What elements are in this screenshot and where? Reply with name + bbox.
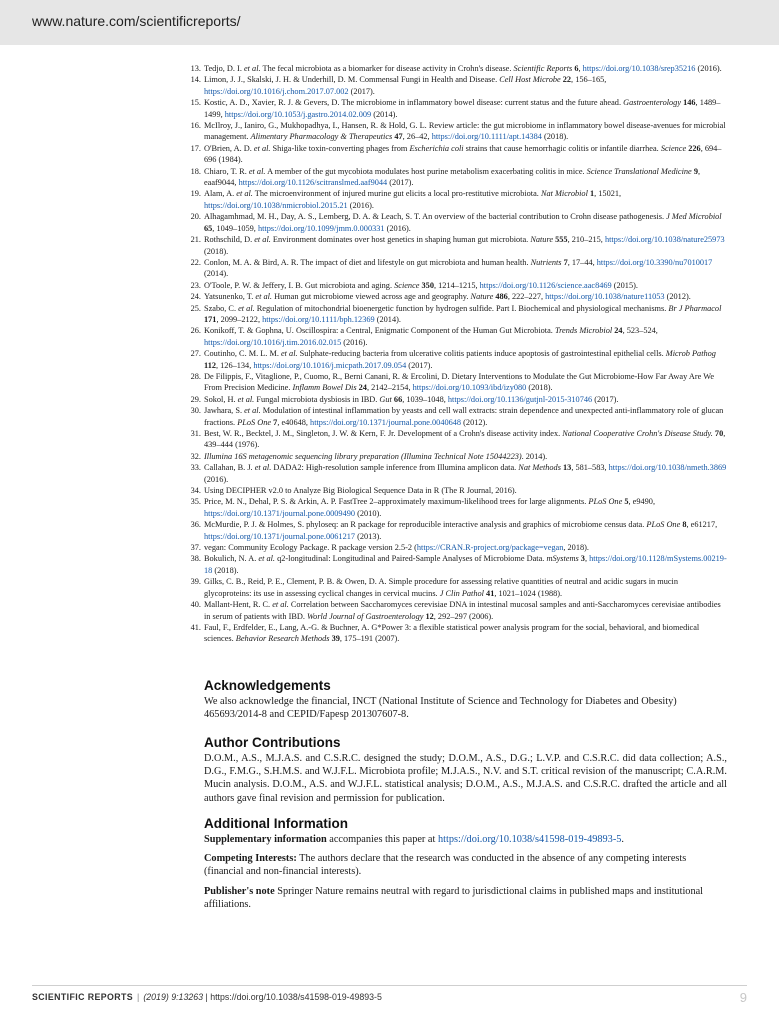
reference-text: Limon, J. J., Skalski, J. H. & Underhill, D. M. Commensal Fungi in Health and Disease. — [204, 75, 500, 85]
reference-text: (2014). — [374, 314, 401, 324]
reference-text: , 175–191 (2007). — [339, 634, 400, 644]
reference-text: Environment dominates over host genetics in shaping human gut microbiota. — [270, 235, 531, 245]
reference-italic-text: Nat Methods — [518, 463, 561, 473]
reference-number: 18. — [190, 166, 201, 176]
reference-text: (2015). — [611, 280, 638, 290]
reference-doi-link[interactable]: https://doi.org/10.1371/journal.pone.0061217 — [204, 531, 356, 541]
reference-doi-link[interactable]: https://doi.org/10.1126/scitranslmed.aaf9044 — [238, 178, 388, 188]
reference-text: A member of the gut mycobiota modulates host purine metabolism exacerbating colitis in mice. — [265, 166, 587, 176]
reference-text: , 2099–2122, — [216, 314, 263, 324]
reference-doi-link[interactable]: https://doi.org/10.1016/j.tim.2016.02.015 — [204, 337, 342, 347]
reference-text: Coutinho, C. M. L. M. — [204, 349, 281, 359]
reference-italic-text: et al. — [281, 349, 298, 359]
reference-text: , 523–524, — [622, 326, 658, 336]
reference-item — [190, 234, 727, 257]
reference-item — [190, 211, 727, 234]
reference-item — [190, 257, 727, 280]
supplementary-information-note — [204, 833, 727, 846]
site-header-bar — [0, 0, 779, 45]
reference-text: (2014). — [371, 109, 398, 119]
reference-text: Chiaro, T. R. — [204, 166, 249, 176]
reference-item — [190, 280, 727, 291]
supplementary-text: accompanies this paper at — [326, 834, 438, 845]
reference-volume: 22 — [560, 75, 572, 85]
reference-volume: 171 — [204, 314, 217, 324]
reference-text: , — [578, 64, 583, 73]
reference-italic-text: et al. — [253, 143, 271, 153]
reference-text: , e61217, — [686, 520, 718, 530]
reference-doi-link[interactable]: https://doi.org/10.1053/j.gastro.2014.02.009 — [224, 109, 372, 119]
supplementary-link[interactable]: https://doi.org/10.1038/s41598-019-49893-5 — [437, 834, 622, 845]
reference-number: 24. — [190, 292, 201, 302]
reference-text: (2018). — [541, 132, 569, 142]
reference-text: , 210–215, — [567, 235, 605, 245]
reference-doi-link[interactable]: https://doi.org/10.1038/nmicrobiol.2015.21 — [204, 200, 348, 210]
author-contributions-heading: Author Contributions — [204, 735, 341, 750]
reference-text: The microenvironment of injured murine gut elicits a local pro-restitutive microbiota. — [252, 189, 541, 199]
reference-text: (2010). — [355, 508, 382, 518]
reference-italic-text: Microb Pathog — [665, 349, 716, 359]
reference-number: 32. — [190, 451, 201, 461]
reference-item — [190, 97, 727, 120]
reference-text: , 292–297 (2006). — [433, 611, 494, 621]
reference-text: Sokol, H. — [204, 394, 238, 404]
reference-italic-text: Gut — [379, 394, 392, 404]
reference-doi-link[interactable]: https://doi.org/10.1111/bph.12369 — [262, 314, 375, 324]
reference-doi-link[interactable]: https://doi.org/10.1371/journal.pone.0009490 — [204, 508, 356, 518]
reference-text: (2016). — [341, 337, 368, 347]
reference-item — [190, 120, 727, 143]
reference-number: 31. — [190, 429, 201, 438]
competing-interests-note — [204, 852, 727, 878]
reference-text: (2016). — [695, 64, 722, 73]
reference-text: Yatsunenko, T. — [204, 292, 256, 302]
reference-volume: 47 — [392, 132, 403, 142]
reference-item — [190, 553, 727, 576]
reference-text: O'Toole, P. W. & Jeffery, I. B. Gut microbiota and aging. — [204, 280, 395, 290]
reference-text: De Filippis, F., Vitaglione, P., Cuomo, R., Berni Canani, R. & Ercolini, D. Dietary Interventions to Modulate the Gut Microbiome-How Far Away Are We From Precision Medicine. — [204, 371, 715, 393]
reference-text: (2013). — [355, 531, 382, 541]
reference-doi-link[interactable]: https://doi.org/10.1038/srep35216 — [582, 64, 696, 73]
reference-number: 26. — [190, 326, 201, 336]
reference-text: . 2014). — [521, 451, 548, 461]
reference-italic-text: Science — [660, 143, 687, 153]
reference-item — [190, 405, 727, 428]
reference-text: Price, M. N., Dehal, P. S. & Arkin, A. P. FastTree 2–approximately maximum-likelihood trees for large alignments. — [204, 497, 589, 507]
reference-volume: 39 — [329, 634, 340, 644]
reference-item — [190, 542, 727, 553]
reference-text: Conlon, M. A. & Bird, A. R. The impact of diet and lifestyle on gut microbiota and human health. — [204, 257, 531, 267]
reference-italic-text: Science — [394, 280, 420, 290]
publishers-note-label: Publisher's note — [204, 885, 275, 897]
reference-number: 15. — [190, 98, 201, 108]
supplementary-label: Supplementary information — [204, 834, 327, 845]
page-footer — [32, 990, 747, 1005]
reference-text: Jawhara, S. — [204, 406, 245, 416]
reference-volume: 112 — [204, 360, 216, 370]
reference-text: Using DECIPHER v2.0 to Analyze Big Biological Sequence Data in R (The R Journal, 2016). — [204, 486, 517, 496]
reference-text: , — [584, 554, 590, 564]
reference-number: 22. — [190, 257, 201, 267]
reference-text: The fecal microbiota as a biomarker for disease activity in Crohn's disease. — [260, 64, 514, 73]
reference-italic-text: mSystems — [546, 554, 579, 564]
reference-number: 28. — [190, 371, 201, 381]
reference-item — [190, 348, 727, 371]
reference-doi-link[interactable]: https://doi.org/10.1016/j.chom.2017.07.002 — [204, 86, 349, 96]
reference-text: , 2018). — [563, 543, 589, 553]
reference-text: Fungal microbiota dysbiosis in IBD. — [254, 394, 380, 404]
reference-italic-text: National Cooperative Crohn's Disease Study. — [562, 429, 713, 438]
reference-text: (2017). — [406, 360, 433, 370]
reference-text: Kostic, A. D., Xavier, R. J. & Gevers, D. The microbiome in inflammatory bowel disease: current status and the future ahead. — [204, 98, 624, 108]
reference-italic-text: Illumina 16S metagenomic sequencing library preparation (Illumina Technical Note 15044223) — [204, 451, 522, 461]
reference-volume: 70 — [712, 429, 724, 438]
reference-number: 34. — [190, 486, 201, 496]
competing-interests-label: Competing Interests: — [204, 853, 297, 865]
reference-text: (2014). — [204, 269, 229, 279]
reference-list — [190, 63, 727, 645]
reference-volume: 226 — [686, 143, 701, 153]
reference-number: 23. — [190, 280, 201, 290]
reference-text: (2017). — [348, 86, 375, 96]
reference-text: McIlroy, J., Ianiro, G., Mukhopadhya, I., Hansen, R. & Hold, G. L. Review article: the gut microbiome in inflammatory bowel disease-avenues for microbial management. — [204, 121, 726, 142]
reference-italic-text: PLoS One — [237, 417, 272, 427]
reference-volume: 3 — [578, 554, 585, 564]
reference-text: , eaaf9044, — [204, 166, 701, 188]
reference-item — [190, 143, 727, 166]
footer-divider — [32, 985, 747, 986]
reference-number: 41. — [190, 622, 201, 632]
reference-text: , 26–42, — [402, 132, 432, 142]
reference-item — [190, 188, 727, 211]
reference-volume: 1 — [587, 189, 595, 199]
reference-text: Sulphate-reducing bacteria from ulcerative colitis patients induce apoptosis of gastrointestinal epithelial cells. — [297, 349, 666, 359]
reference-text: (2016). — [204, 474, 229, 484]
reference-text: , 126–134, — [216, 360, 254, 370]
reference-volume: 7 — [271, 417, 278, 427]
reference-text: (2017). — [592, 394, 619, 404]
reference-text: , e40648, — [277, 417, 311, 427]
reference-text: , e9490, — [628, 497, 656, 507]
reference-number: 27. — [190, 349, 201, 359]
additional-information-section — [204, 816, 727, 917]
reference-number: 30. — [190, 406, 201, 416]
journal-name: SCIENTIFIC REPORTS — [32, 992, 134, 1002]
reference-italic-text: Nat Microbiol — [540, 189, 588, 199]
reference-italic-text: Alimentary Pharmacology & Therapeutics — [250, 132, 393, 142]
author-contributions-section — [204, 735, 727, 805]
reference-item — [190, 451, 727, 462]
reference-number: 35. — [190, 497, 201, 507]
reference-italic-text: et al. — [236, 189, 253, 199]
reference-volume: 24 — [356, 383, 367, 393]
reference-doi-link[interactable]: https://doi.org/10.1136/gutjnl-2015-310746 — [447, 394, 593, 404]
reference-italic-text: Gastroenterology — [623, 98, 682, 108]
additional-information-heading: Additional Information — [204, 816, 348, 831]
reference-text: , 15021, — [594, 189, 622, 199]
reference-italic-text: et al. — [244, 406, 261, 416]
reference-text: Konikoff, T. & Gophna, U. Oscillospira: a Central, Enigmatic Component of the Human Gut Microbiota. — [204, 326, 555, 336]
reference-number: 25. — [190, 303, 201, 313]
reference-italic-text: et al. — [272, 600, 289, 610]
reference-text: O'Brien, A. D. — [204, 143, 254, 153]
reference-text: Faul, F., Erdfelder, E., Lang, A.-G. & Buchner, A. G*Power 3: a flexible statistical power analysis program for the social, behavioral, and biomedical sciences. — [204, 622, 700, 644]
reference-item — [190, 462, 727, 485]
reference-text: Rothschild, D. — [204, 235, 255, 245]
reference-number: 36. — [190, 520, 201, 530]
reference-item — [190, 291, 727, 302]
reference-item — [190, 394, 727, 405]
reference-text: Gilks, C. B., Reid, P. E., Clement, P. B. & Owen, D. A. Simple procedure for assessing relative quantities of neutral and acidic sugars in mucin glycoproteins: its use in assessing cyclical changes in cervical mucins. — [204, 577, 678, 598]
reference-italic-text: Inflamm Bowel Dis — [292, 383, 357, 393]
reference-doi-link[interactable]: https://CRAN.R-project.org/package=vegan — [416, 543, 564, 553]
reference-doi-link[interactable]: https://doi.org/10.1099/jmm.0.000331 — [257, 223, 385, 233]
reference-italic-text: Science Translational Medicine — [586, 166, 692, 176]
reference-doi-link[interactable]: https://doi.org/10.1038/nature11053 — [545, 292, 665, 302]
reference-text: strains that cause hemorrhagic colitis or infantile diarrhea. — [463, 143, 661, 153]
author-contributions-text: D.O.M., A.S., M.J.A.S. and C.S.R.C. designed the study; D.O.M., A.S., D.G.; L.V.P. and C.S.R.C. did data collection; A.S., D.G., F.M.G., S.H.M.S. and W.J.F.L. Microbiota profile; M.J.A.S., N.V. and S.T. critical revision of the manuscript; C.A.R.M. Mucin analysis. D.O.M., A.S. and W.J.F.L. statistical analysis; D.O.M., A.S., M.J.A.S. and C.S.R.C. drafted the article and all authors gave final revision and permission for publication. — [204, 753, 727, 804]
reference-item — [190, 599, 727, 622]
reference-italic-text: Escherichia coli — [409, 143, 464, 153]
reference-italic-text: et al. — [237, 394, 255, 404]
reference-text: , 17–44, — [567, 257, 597, 267]
reference-italic-text: Nutrients — [530, 257, 562, 267]
reference-italic-text: Trends Microbiol — [554, 326, 613, 336]
reference-item — [190, 622, 727, 645]
reference-number: 20. — [190, 212, 201, 222]
reference-number: 33. — [190, 463, 201, 473]
reference-number: 37. — [190, 543, 201, 553]
acknowledgements-heading: Acknowledgements — [204, 678, 331, 693]
reference-volume: 486 — [493, 292, 508, 302]
reference-text: (2017). — [387, 178, 414, 188]
publishers-note-text: Springer Nature remains neutral with regard to jurisdictional claims in published maps and institutional affiliations. — [204, 885, 704, 910]
reference-doi-link[interactable]: https://doi.org/10.1093/ibd/izy080 — [412, 383, 527, 393]
reference-volume: 6 — [572, 64, 579, 73]
reference-text: , 1021–1024 (1988). — [494, 588, 563, 598]
reference-text: Modulation of intestinal inflammation by yeasts and cell wall extracts: strain dependence and unexpected anti-inflammatory role of glucan fractions. — [204, 406, 724, 427]
reference-text: DADA2: High-resolution sample inference from Illumina amplicon data. — [271, 463, 519, 473]
reference-volume: 12 — [423, 611, 434, 621]
reference-italic-text: Br J Pharmacol — [668, 303, 722, 313]
reference-text: Tedjo, D. I. — [204, 64, 244, 73]
reference-italic-text: et al. — [243, 64, 261, 73]
reference-text: (2012). — [664, 292, 691, 302]
reference-doi-link[interactable]: https://doi.org/10.1016/j.micpath.2017.09.054 — [253, 360, 407, 370]
reference-italic-text: World Journal of Gastroenterology — [307, 611, 424, 621]
reference-italic-text: Nature — [530, 235, 554, 245]
reference-text: McMurdie, P. J. & Holmes, S. phyloseq: an R package for reproducible interactive analysis and graphics of microbiome census data. — [204, 520, 647, 530]
reference-volume: 5 — [622, 497, 629, 507]
acknowledgements-section — [204, 678, 727, 721]
publishers-note — [204, 885, 727, 911]
reference-italic-text: et al. — [258, 554, 275, 564]
reference-item — [190, 576, 727, 599]
reference-volume: 350 — [419, 280, 434, 290]
reference-italic-text: Cell Host Microbe — [499, 75, 561, 85]
reference-doi-link[interactable]: https://doi.org/10.3390/nu7010017 — [596, 257, 713, 267]
supplementary-end: . — [621, 834, 624, 845]
reference-text: , 581–583, — [571, 463, 609, 473]
reference-number: 38. — [190, 554, 201, 564]
reference-volume: 24 — [612, 326, 623, 336]
reference-text: Human gut microbiome viewed across age and geography. — [272, 292, 471, 302]
acknowledgements-text: We also acknowledge the financial, INCT (National Institute of Science and Technology for Diabetes and Obesity) 465693/2014-8 and CEPID/Fapesp 201307607-8. — [204, 696, 677, 721]
reference-number: 14. — [190, 75, 201, 85]
reference-item — [190, 496, 727, 519]
reference-italic-text: J Med Microbiol — [666, 212, 722, 222]
reference-text: Alam, A. — [204, 189, 237, 199]
reference-volume: 13 — [560, 463, 572, 473]
reference-text: , 156–165, — [571, 75, 607, 85]
reference-number: 39. — [190, 577, 201, 587]
reference-text: , 1039–1048, — [402, 394, 448, 404]
reference-item — [190, 428, 727, 451]
reference-text: Bokulich, N. A. — [204, 554, 259, 564]
page-number: 9 — [739, 990, 747, 1005]
reference-number: 17. — [190, 143, 201, 153]
reference-doi-link[interactable]: https://doi.org/10.1128/mSystems.00219-18 — [204, 554, 727, 575]
reference-italic-text: J Clin Pathol — [439, 588, 484, 598]
reference-text: (2018). — [526, 383, 553, 393]
reference-italic-text: et al. — [254, 235, 271, 245]
reference-text: , 222–227, — [507, 292, 546, 302]
reference-text: , 1049–1059, — [212, 223, 258, 233]
footer-separator: | — [137, 992, 140, 1002]
reference-number: 40. — [190, 600, 201, 610]
reference-item — [190, 485, 727, 496]
reference-volume: 65 — [204, 223, 213, 233]
reference-volume: 7 — [561, 257, 568, 267]
reference-doi-link[interactable]: https://doi.org/10.1126/science.aac8469 — [479, 280, 612, 290]
reference-number: 19. — [190, 189, 201, 199]
reference-doi-link[interactable]: https://doi.org/10.1111/apt.14384 — [431, 132, 542, 142]
reference-italic-text: Behavior Research Methods — [235, 634, 330, 644]
reference-text: Alhagamhmad, M. H., Day, A. S., Lemberg, D. A. & Leach, S. T. An overview of the bacterial contribution to Crohn disease pathogenesis. — [204, 212, 667, 222]
reference-italic-text: et al. — [255, 292, 272, 302]
reference-text: , 694–696 (1984). — [204, 143, 722, 165]
site-url[interactable]: www.nature.com/scientificreports/ — [32, 13, 241, 29]
reference-volume: 146 — [681, 98, 696, 108]
reference-text: Shiga-like toxin-converting phages from — [270, 143, 410, 153]
reference-volume: 41 — [483, 588, 495, 598]
reference-volume: 66 — [391, 394, 403, 404]
reference-italic-text: Nature — [470, 292, 494, 302]
reference-doi-link[interactable]: https://doi.org/10.1038/nature25973 — [604, 235, 725, 245]
reference-text: (2016). — [384, 223, 411, 233]
reference-number: 21. — [190, 235, 201, 245]
reference-text: Regulation of mitochondrial bioenergetic function by hydrogen sulfide. Part I. Biochemical and physiological mechanisms. — [254, 303, 669, 313]
reference-item — [190, 371, 727, 394]
reference-number: 16. — [190, 121, 201, 131]
reference-item — [190, 303, 727, 326]
reference-italic-text: PLoS One — [588, 497, 623, 507]
reference-volume: 8 — [680, 520, 687, 530]
competing-interests-text: The authors declare that the research was conducted in the absence of any competing interests (financial and non-financial interests). — [204, 853, 687, 878]
reference-item — [190, 166, 727, 189]
reference-text: Mallant-Hent, R. C. — [204, 600, 273, 610]
reference-doi-link[interactable]: https://doi.org/10.1038/nmeth.3869 — [608, 463, 727, 473]
reference-number: 29. — [190, 394, 201, 404]
reference-italic-text: et al. — [238, 303, 255, 313]
footer-doi: | https://doi.org/10.1038/s41598-019-49893-5 — [203, 992, 382, 1002]
reference-text: (2018). — [212, 565, 239, 575]
reference-text: Best, W. R., Becktel, J. M., Singleton, J. W. & Kern, F. Jr. Development of a Crohn's disease activity index. — [204, 429, 563, 438]
reference-text: (2016). — [347, 200, 374, 210]
reference-item — [190, 325, 727, 348]
reference-item — [190, 74, 727, 97]
reference-text: Callahan, B. J. — [204, 463, 255, 473]
reference-item — [190, 63, 727, 74]
reference-text: (2012). — [461, 417, 488, 427]
reference-text: , 1214–1215, — [433, 280, 480, 290]
reference-text: , 2142–2154, — [366, 383, 413, 393]
reference-text: , 1489–1499, — [204, 98, 721, 119]
reference-text: Correlation between Saccharomyces cerevisiae DNA in intestinal mucosal samples and anti-Saccharomyces cerevisiae antibodies in serum of patients with IBD. — [204, 600, 721, 621]
reference-volume: 555 — [553, 235, 568, 245]
reference-italic-text: et al. — [254, 463, 272, 473]
reference-text: q2-longitudinal: Longitudinal and Paired-Sample Analyses of Microbiome Data. — [275, 554, 547, 564]
reference-text: (2018). — [204, 246, 229, 256]
reference-text: Szabo, C. — [204, 303, 239, 313]
reference-italic-text: Scientific Reports — [513, 64, 573, 73]
reference-volume: 9 — [691, 166, 698, 176]
reference-doi-link[interactable]: https://doi.org/10.1371/journal.pone.0040648 — [310, 417, 462, 427]
reference-italic-text: et al. — [248, 166, 266, 176]
reference-text: , 439–444 (1976). — [204, 429, 726, 450]
reference-item — [190, 519, 727, 542]
reference-italic-text: PLoS One — [646, 520, 681, 530]
reference-number: 13. — [190, 64, 201, 73]
reference-text: vegan: Community Ecology Package. R package version 2.5-2 ( — [204, 543, 417, 553]
footer-volume: (2019) 9:13263 — [143, 992, 204, 1002]
